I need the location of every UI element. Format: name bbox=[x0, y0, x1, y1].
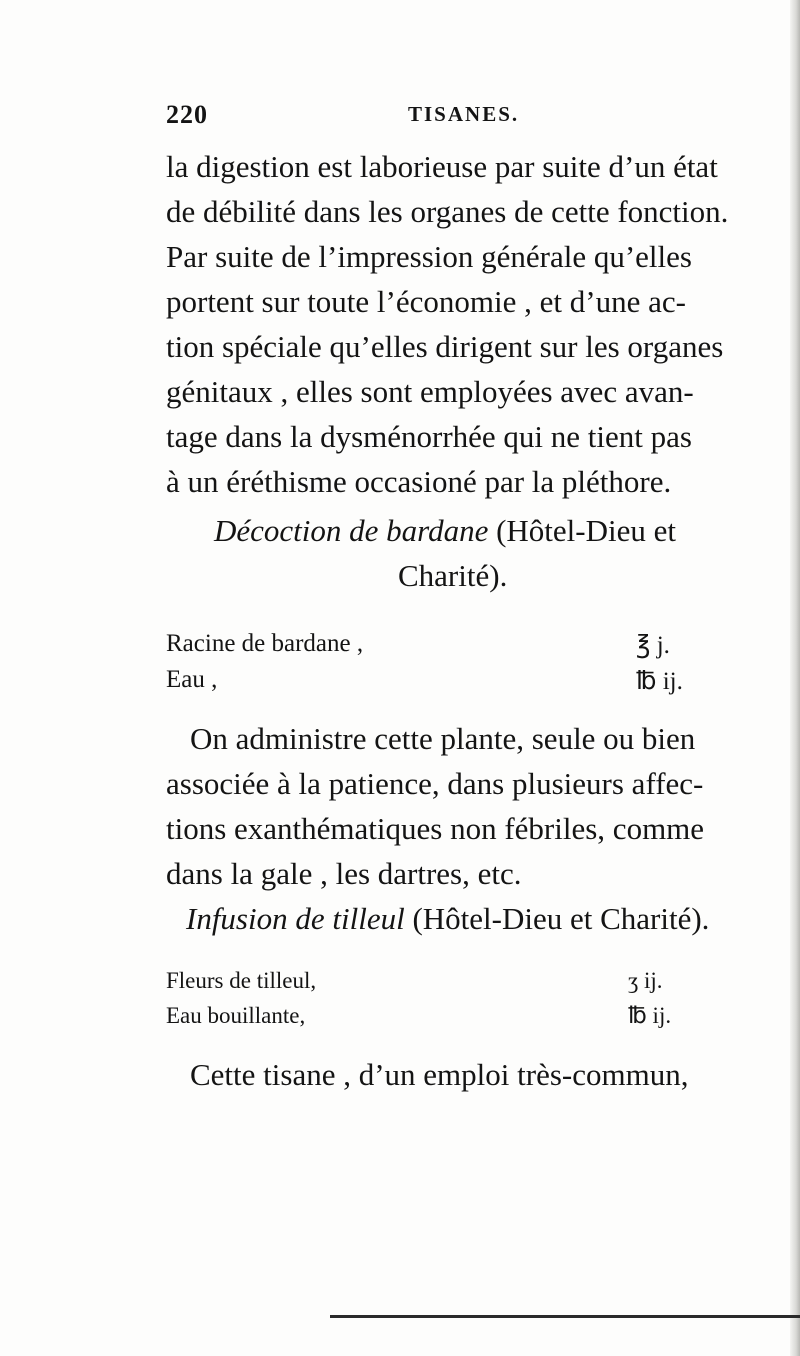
text-line: génitaux , elles sont employées avec avan- bbox=[166, 374, 694, 409]
recipe-row bbox=[166, 630, 686, 666]
text-line: tions exanthématiques non fébriles, comme bbox=[166, 811, 705, 846]
recipe-bardane bbox=[166, 630, 686, 702]
ingredient-quantity: ʒ ij. bbox=[628, 968, 663, 993]
text-line: portent sur toute l’économie , et d’une ac- bbox=[166, 284, 686, 319]
section-heading-decoction bbox=[214, 508, 676, 553]
ingredient-name: Eau , bbox=[166, 666, 218, 693]
page-header bbox=[166, 100, 586, 136]
text-line: Cette tisane , d’un emploi très-commun, bbox=[190, 1057, 689, 1092]
section-heading-decoction-cont bbox=[398, 553, 507, 598]
running-title: TISANES. bbox=[408, 102, 520, 126]
ingredient-name: Racine de bardane , bbox=[166, 630, 364, 657]
recipe-row bbox=[166, 666, 686, 702]
text-line: tage dans la dysménorrhée qui ne tient pas bbox=[166, 419, 692, 454]
page-edge-shadow bbox=[790, 0, 800, 1356]
page-bottom-rule bbox=[330, 1315, 800, 1318]
ingredient-quantity: ℔ ij. bbox=[636, 668, 683, 695]
recipe-row bbox=[166, 968, 686, 1003]
section-source: (Hôtel-Dieu et Charité). bbox=[412, 901, 710, 936]
paragraph-bardane-use bbox=[166, 716, 766, 896]
ingredient-quantity: ℥ j. bbox=[636, 632, 670, 659]
ingredient-name: Fleurs de tilleul, bbox=[166, 968, 317, 993]
recipe-tilleul bbox=[166, 968, 686, 1038]
text-line: On administre cette plante, seule ou bien bbox=[190, 721, 696, 756]
paragraph-digestion bbox=[166, 144, 766, 504]
recipe-row bbox=[166, 1003, 686, 1038]
text-line: associée à la patience, dans plusieurs affec- bbox=[166, 766, 704, 801]
section-heading-infusion bbox=[186, 896, 709, 941]
text-line: dans la gale , les dartres, etc. bbox=[166, 856, 522, 891]
ingredient-name: Eau bouillante, bbox=[166, 1003, 306, 1028]
section-source-cont: Charité). bbox=[398, 558, 508, 593]
section-source: (Hôtel-Dieu et bbox=[496, 513, 676, 548]
text-line: tion spéciale qu’elles dirigent sur les organes bbox=[166, 329, 724, 364]
paragraph-tisane bbox=[166, 1052, 766, 1097]
text-line: à un éréthisme occasioné par la pléthore. bbox=[166, 464, 672, 499]
ingredient-quantity: ℔ ij. bbox=[628, 1003, 672, 1028]
section-title: Décoction de bardane bbox=[214, 513, 489, 548]
text-line: de débilité dans les organes de cette fonction. bbox=[166, 194, 729, 229]
section-title: Infusion de tilleul bbox=[186, 901, 405, 936]
page-number: 220 bbox=[166, 100, 208, 129]
text-line: la digestion est laborieuse par suite d’un état bbox=[166, 149, 718, 184]
text-line: Par suite de l’impression générale qu’elles bbox=[166, 239, 692, 274]
